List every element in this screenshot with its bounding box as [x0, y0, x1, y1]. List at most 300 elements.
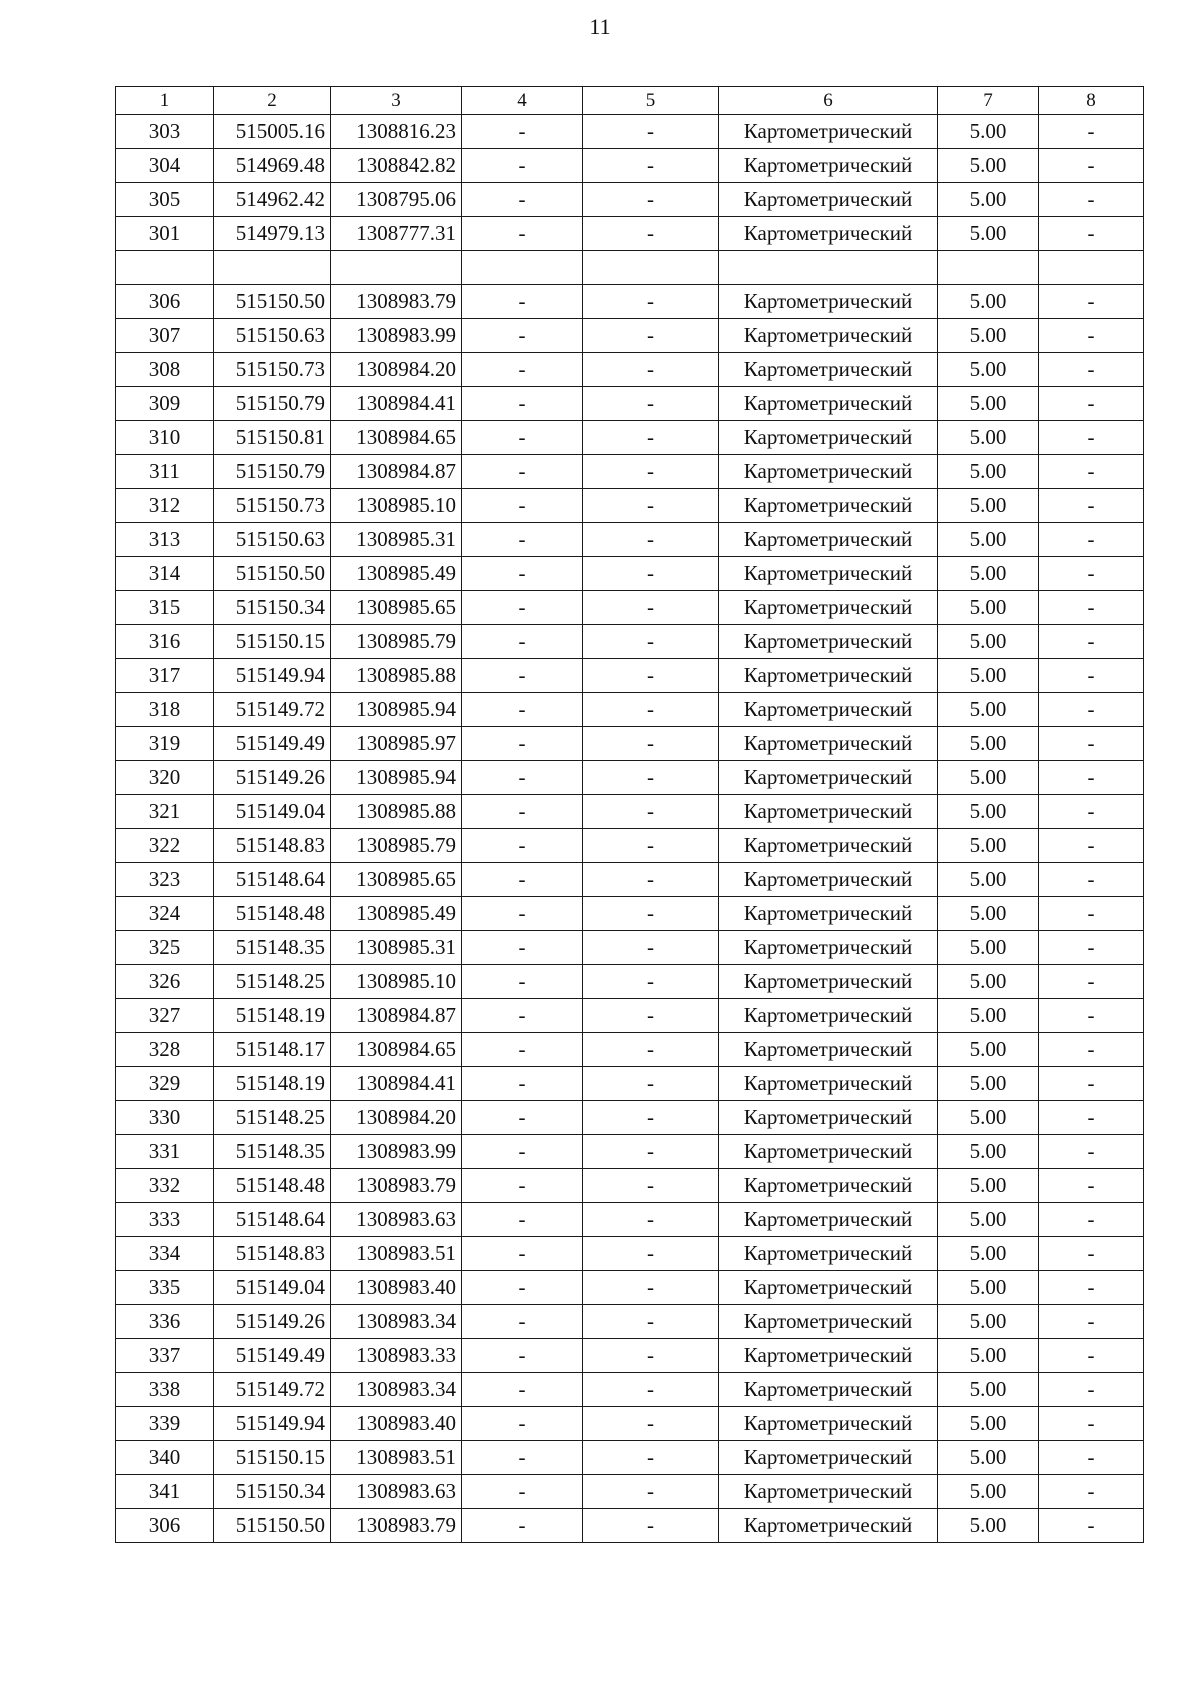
accuracy-cell: 5.00	[938, 863, 1039, 897]
x-coordinate-cell: 515150.50	[214, 1509, 331, 1543]
col-5-value-cell: -	[583, 1271, 719, 1305]
accuracy-cell	[938, 251, 1039, 285]
col-4-value-cell: -	[462, 761, 583, 795]
y-coordinate-cell: 1308983.99	[331, 319, 462, 353]
col-8-value-cell: -	[1039, 829, 1144, 863]
x-coordinate-cell: 515150.15	[214, 625, 331, 659]
table-row	[116, 1407, 1144, 1441]
x-coordinate-cell: 515150.79	[214, 455, 331, 489]
col-8-value-cell: -	[1039, 1067, 1144, 1101]
col-8-value-cell: -	[1039, 523, 1144, 557]
point-number-cell: 327	[116, 999, 214, 1033]
y-coordinate-cell: 1308985.10	[331, 489, 462, 523]
accuracy-cell: 5.00	[938, 1509, 1039, 1543]
y-coordinate-cell: 1308983.63	[331, 1475, 462, 1509]
col-8-value-cell: -	[1039, 625, 1144, 659]
table-row	[116, 1441, 1144, 1475]
accuracy-cell: 5.00	[938, 999, 1039, 1033]
col-4-value-cell: -	[462, 1305, 583, 1339]
col-4-value-cell: -	[462, 1067, 583, 1101]
table-row	[116, 1373, 1144, 1407]
accuracy-cell: 5.00	[938, 285, 1039, 319]
point-number-cell: 325	[116, 931, 214, 965]
table-row	[116, 523, 1144, 557]
accuracy-cell: 5.00	[938, 1271, 1039, 1305]
col-5-value-cell: -	[583, 421, 719, 455]
column-header-3: 3	[331, 87, 462, 115]
x-coordinate-cell: 515150.81	[214, 421, 331, 455]
method-cell: Картометрический	[719, 591, 938, 625]
col-4-value-cell: -	[462, 353, 583, 387]
col-4-value-cell: -	[462, 1373, 583, 1407]
y-coordinate-cell: 1308985.79	[331, 829, 462, 863]
method-cell: Картометрический	[719, 1305, 938, 1339]
col-5-value-cell: -	[583, 761, 719, 795]
point-number-cell: 332	[116, 1169, 214, 1203]
col-5-value-cell: -	[583, 183, 719, 217]
col-4-value-cell: -	[462, 1237, 583, 1271]
accuracy-cell: 5.00	[938, 625, 1039, 659]
point-number-cell: 305	[116, 183, 214, 217]
col-8-value-cell: -	[1039, 1441, 1144, 1475]
col-8-value-cell: -	[1039, 217, 1144, 251]
accuracy-cell: 5.00	[938, 1169, 1039, 1203]
column-header-5: 5	[583, 87, 719, 115]
x-coordinate-cell: 515150.73	[214, 353, 331, 387]
y-coordinate-cell: 1308983.34	[331, 1305, 462, 1339]
table-row	[116, 795, 1144, 829]
x-coordinate-cell: 514962.42	[214, 183, 331, 217]
y-coordinate-cell: 1308983.40	[331, 1407, 462, 1441]
table-row	[116, 183, 1144, 217]
y-coordinate-cell: 1308985.49	[331, 897, 462, 931]
col-4-value-cell: -	[462, 591, 583, 625]
col-5-value-cell: -	[583, 149, 719, 183]
column-header-7: 7	[938, 87, 1039, 115]
y-coordinate-cell: 1308984.41	[331, 1067, 462, 1101]
y-coordinate-cell: 1308983.79	[331, 1509, 462, 1543]
col-8-value-cell: -	[1039, 1101, 1144, 1135]
col-5-value-cell: -	[583, 455, 719, 489]
table-row	[116, 863, 1144, 897]
method-cell: Картометрический	[719, 1339, 938, 1373]
table-row	[116, 1305, 1144, 1339]
col-5-value-cell: -	[583, 115, 719, 149]
method-cell: Картометрический	[719, 523, 938, 557]
table-row	[116, 1033, 1144, 1067]
method-cell: Картометрический	[719, 999, 938, 1033]
col-4-value-cell: -	[462, 1441, 583, 1475]
y-coordinate-cell: 1308984.87	[331, 455, 462, 489]
col-8-value-cell: -	[1039, 795, 1144, 829]
x-coordinate-cell: 515150.79	[214, 387, 331, 421]
table-row	[116, 659, 1144, 693]
table-row	[116, 829, 1144, 863]
col-8-value-cell: -	[1039, 1475, 1144, 1509]
x-coordinate-cell: 515148.83	[214, 829, 331, 863]
x-coordinate-cell	[214, 251, 331, 285]
col-5-value-cell: -	[583, 829, 719, 863]
x-coordinate-cell: 515149.72	[214, 693, 331, 727]
col-5-value-cell: -	[583, 1033, 719, 1067]
accuracy-cell: 5.00	[938, 1203, 1039, 1237]
point-number-cell: 314	[116, 557, 214, 591]
accuracy-cell: 5.00	[938, 931, 1039, 965]
x-coordinate-cell: 514969.48	[214, 149, 331, 183]
col-8-value-cell: -	[1039, 1033, 1144, 1067]
coordinates-table	[115, 86, 1144, 1543]
y-coordinate-cell: 1308985.94	[331, 693, 462, 727]
point-number-cell: 337	[116, 1339, 214, 1373]
accuracy-cell: 5.00	[938, 489, 1039, 523]
col-5-value-cell: -	[583, 693, 719, 727]
x-coordinate-cell: 515149.49	[214, 727, 331, 761]
col-8-value-cell: -	[1039, 455, 1144, 489]
page-number: 11	[589, 14, 611, 39]
accuracy-cell: 5.00	[938, 421, 1039, 455]
accuracy-cell: 5.00	[938, 727, 1039, 761]
y-coordinate-cell: 1308985.65	[331, 863, 462, 897]
col-4-value-cell: -	[462, 795, 583, 829]
col-8-value-cell: -	[1039, 1373, 1144, 1407]
col-5-value-cell: -	[583, 1169, 719, 1203]
y-coordinate-cell: 1308984.20	[331, 353, 462, 387]
method-cell: Картометрический	[719, 217, 938, 251]
y-coordinate-cell: 1308985.79	[331, 625, 462, 659]
method-cell: Картометрический	[719, 1373, 938, 1407]
method-cell: Картометрический	[719, 319, 938, 353]
col-4-value-cell: -	[462, 557, 583, 591]
col-8-value-cell: -	[1039, 1203, 1144, 1237]
x-coordinate-cell: 515148.64	[214, 863, 331, 897]
col-8-value-cell: -	[1039, 591, 1144, 625]
accuracy-cell: 5.00	[938, 1475, 1039, 1509]
method-cell: Картометрический	[719, 761, 938, 795]
y-coordinate-cell: 1308984.65	[331, 421, 462, 455]
point-number-cell: 306	[116, 285, 214, 319]
col-8-value-cell: -	[1039, 1271, 1144, 1305]
col-8-value-cell: -	[1039, 1509, 1144, 1543]
point-number-cell: 328	[116, 1033, 214, 1067]
x-coordinate-cell: 515149.04	[214, 1271, 331, 1305]
col-4-value-cell: -	[462, 1203, 583, 1237]
col-4-value-cell: -	[462, 1101, 583, 1135]
method-cell: Картометрический	[719, 387, 938, 421]
point-number-cell: 336	[116, 1305, 214, 1339]
method-cell: Картометрический	[719, 897, 938, 931]
col-5-value-cell: -	[583, 557, 719, 591]
y-coordinate-cell: 1308985.88	[331, 795, 462, 829]
point-number-cell: 308	[116, 353, 214, 387]
col-5-value-cell: -	[583, 591, 719, 625]
accuracy-cell: 5.00	[938, 659, 1039, 693]
accuracy-cell: 5.00	[938, 693, 1039, 727]
col-8-value-cell: -	[1039, 149, 1144, 183]
point-number-cell: 333	[116, 1203, 214, 1237]
table-row	[116, 1135, 1144, 1169]
col-5-value-cell: -	[583, 863, 719, 897]
method-cell: Картометрический	[719, 829, 938, 863]
col-8-value-cell: -	[1039, 387, 1144, 421]
col-8-value-cell	[1039, 251, 1144, 285]
point-number-cell: 315	[116, 591, 214, 625]
col-4-value-cell: -	[462, 965, 583, 999]
y-coordinate-cell: 1308985.88	[331, 659, 462, 693]
method-cell: Картометрический	[719, 727, 938, 761]
method-cell: Картометрический	[719, 1203, 938, 1237]
point-number-cell: 338	[116, 1373, 214, 1407]
col-4-value-cell: -	[462, 523, 583, 557]
x-coordinate-cell: 515150.15	[214, 1441, 331, 1475]
accuracy-cell: 5.00	[938, 217, 1039, 251]
column-header-2: 2	[214, 87, 331, 115]
x-coordinate-cell: 515150.63	[214, 319, 331, 353]
col-5-value-cell: -	[583, 1509, 719, 1543]
y-coordinate-cell: 1308984.41	[331, 387, 462, 421]
table-row	[116, 693, 1144, 727]
y-coordinate-cell: 1308983.79	[331, 285, 462, 319]
table-row	[116, 999, 1144, 1033]
y-coordinate-cell: 1308983.79	[331, 1169, 462, 1203]
y-coordinate-cell: 1308795.06	[331, 183, 462, 217]
accuracy-cell: 5.00	[938, 1135, 1039, 1169]
col-4-value-cell: -	[462, 1033, 583, 1067]
col-5-value-cell: -	[583, 965, 719, 999]
col-4-value-cell: -	[462, 625, 583, 659]
method-cell: Картометрический	[719, 1169, 938, 1203]
col-5-value-cell: -	[583, 727, 719, 761]
accuracy-cell: 5.00	[938, 897, 1039, 931]
accuracy-cell: 5.00	[938, 1407, 1039, 1441]
point-number-cell: 310	[116, 421, 214, 455]
point-number-cell: 319	[116, 727, 214, 761]
column-header-4: 4	[462, 87, 583, 115]
table-row	[116, 387, 1144, 421]
col-4-value-cell: -	[462, 1169, 583, 1203]
col-8-value-cell: -	[1039, 1169, 1144, 1203]
y-coordinate-cell: 1308984.20	[331, 1101, 462, 1135]
col-8-value-cell: -	[1039, 727, 1144, 761]
accuracy-cell: 5.00	[938, 1033, 1039, 1067]
table-row	[116, 455, 1144, 489]
col-5-value-cell: -	[583, 1305, 719, 1339]
method-cell: Картометрический	[719, 1407, 938, 1441]
method-cell: Картометрический	[719, 625, 938, 659]
accuracy-cell: 5.00	[938, 319, 1039, 353]
point-number-cell: 339	[116, 1407, 214, 1441]
method-cell: Картометрический	[719, 931, 938, 965]
table-body	[116, 115, 1144, 1543]
point-number-cell: 329	[116, 1067, 214, 1101]
method-cell: Картометрический	[719, 285, 938, 319]
x-coordinate-cell: 515150.34	[214, 1475, 331, 1509]
col-8-value-cell: -	[1039, 489, 1144, 523]
col-5-value-cell: -	[583, 319, 719, 353]
y-coordinate-cell: 1308985.65	[331, 591, 462, 625]
table-row	[116, 931, 1144, 965]
accuracy-cell: 5.00	[938, 557, 1039, 591]
x-coordinate-cell: 515149.04	[214, 795, 331, 829]
x-coordinate-cell: 515149.94	[214, 1407, 331, 1441]
col-4-value-cell: -	[462, 1271, 583, 1305]
y-coordinate-cell: 1308983.34	[331, 1373, 462, 1407]
col-5-value-cell: -	[583, 1339, 719, 1373]
y-coordinate-cell: 1308842.82	[331, 149, 462, 183]
accuracy-cell: 5.00	[938, 591, 1039, 625]
col-5-value-cell: -	[583, 1067, 719, 1101]
table-row	[116, 897, 1144, 931]
accuracy-cell: 5.00	[938, 115, 1039, 149]
x-coordinate-cell: 515005.16	[214, 115, 331, 149]
x-coordinate-cell: 515148.19	[214, 999, 331, 1033]
point-number-cell: 306	[116, 1509, 214, 1543]
accuracy-cell: 5.00	[938, 1339, 1039, 1373]
point-number-cell: 313	[116, 523, 214, 557]
column-header-8: 8	[1039, 87, 1144, 115]
table-row	[116, 251, 1144, 285]
col-4-value-cell: -	[462, 693, 583, 727]
y-coordinate-cell: 1308985.97	[331, 727, 462, 761]
col-4-value-cell: -	[462, 149, 583, 183]
x-coordinate-cell: 515148.64	[214, 1203, 331, 1237]
col-8-value-cell: -	[1039, 1305, 1144, 1339]
accuracy-cell: 5.00	[938, 761, 1039, 795]
point-number-cell: 318	[116, 693, 214, 727]
method-cell: Картометрический	[719, 489, 938, 523]
y-coordinate-cell	[331, 251, 462, 285]
col-4-value-cell: -	[462, 183, 583, 217]
col-5-value-cell: -	[583, 217, 719, 251]
point-number-cell	[116, 251, 214, 285]
accuracy-cell: 5.00	[938, 829, 1039, 863]
point-number-cell: 303	[116, 115, 214, 149]
col-8-value-cell: -	[1039, 319, 1144, 353]
x-coordinate-cell: 515148.83	[214, 1237, 331, 1271]
table-row	[116, 1169, 1144, 1203]
point-number-cell: 321	[116, 795, 214, 829]
point-number-cell: 323	[116, 863, 214, 897]
table-row	[116, 1203, 1144, 1237]
x-coordinate-cell: 515150.34	[214, 591, 331, 625]
method-cell: Картометрический	[719, 965, 938, 999]
y-coordinate-cell: 1308816.23	[331, 115, 462, 149]
col-8-value-cell: -	[1039, 285, 1144, 319]
table-row	[116, 115, 1144, 149]
table-row	[116, 149, 1144, 183]
table-row	[116, 489, 1144, 523]
col-8-value-cell: -	[1039, 897, 1144, 931]
x-coordinate-cell: 515148.35	[214, 931, 331, 965]
method-cell: Картометрический	[719, 693, 938, 727]
point-number-cell: 301	[116, 217, 214, 251]
col-4-value-cell: -	[462, 829, 583, 863]
col-8-value-cell: -	[1039, 421, 1144, 455]
accuracy-cell: 5.00	[938, 523, 1039, 557]
col-4-value-cell: -	[462, 1475, 583, 1509]
accuracy-cell: 5.00	[938, 795, 1039, 829]
col-5-value-cell: -	[583, 1373, 719, 1407]
table-row	[116, 1237, 1144, 1271]
column-header-6: 6	[719, 87, 938, 115]
y-coordinate-cell: 1308983.51	[331, 1237, 462, 1271]
x-coordinate-cell: 515150.63	[214, 523, 331, 557]
accuracy-cell: 5.00	[938, 1441, 1039, 1475]
y-coordinate-cell: 1308985.10	[331, 965, 462, 999]
col-4-value-cell: -	[462, 659, 583, 693]
point-number-cell: 340	[116, 1441, 214, 1475]
col-8-value-cell: -	[1039, 965, 1144, 999]
col-8-value-cell: -	[1039, 1407, 1144, 1441]
col-4-value-cell: -	[462, 897, 583, 931]
accuracy-cell: 5.00	[938, 1237, 1039, 1271]
point-number-cell: 330	[116, 1101, 214, 1135]
col-4-value-cell: -	[462, 285, 583, 319]
col-4-value-cell: -	[462, 863, 583, 897]
method-cell: Картометрический	[719, 1101, 938, 1135]
method-cell: Картометрический	[719, 795, 938, 829]
accuracy-cell: 5.00	[938, 353, 1039, 387]
method-cell: Картометрический	[719, 863, 938, 897]
col-4-value-cell: -	[462, 319, 583, 353]
x-coordinate-cell: 515149.72	[214, 1373, 331, 1407]
table-row	[116, 1475, 1144, 1509]
method-cell: Картометрический	[719, 421, 938, 455]
point-number-cell: 322	[116, 829, 214, 863]
y-coordinate-cell: 1308985.31	[331, 931, 462, 965]
x-coordinate-cell: 515150.50	[214, 285, 331, 319]
method-cell: Картометрический	[719, 557, 938, 591]
point-number-cell: 307	[116, 319, 214, 353]
table-row	[116, 285, 1144, 319]
y-coordinate-cell: 1308985.94	[331, 761, 462, 795]
y-coordinate-cell: 1308983.99	[331, 1135, 462, 1169]
col-5-value-cell: -	[583, 387, 719, 421]
col-8-value-cell: -	[1039, 1237, 1144, 1271]
table-row	[116, 217, 1144, 251]
method-cell: Картометрический	[719, 1475, 938, 1509]
col-4-value-cell: -	[462, 387, 583, 421]
table-row	[116, 965, 1144, 999]
x-coordinate-cell: 515149.26	[214, 761, 331, 795]
table-row	[116, 1271, 1144, 1305]
col-5-value-cell: -	[583, 1101, 719, 1135]
table-row	[116, 319, 1144, 353]
x-coordinate-cell: 514979.13	[214, 217, 331, 251]
method-cell: Картометрический	[719, 1441, 938, 1475]
accuracy-cell: 5.00	[938, 455, 1039, 489]
col-5-value-cell: -	[583, 931, 719, 965]
point-number-cell: 334	[116, 1237, 214, 1271]
col-8-value-cell: -	[1039, 1339, 1144, 1373]
method-cell	[719, 251, 938, 285]
method-cell: Картометрический	[719, 353, 938, 387]
point-number-cell: 331	[116, 1135, 214, 1169]
col-4-value-cell: -	[462, 1509, 583, 1543]
col-8-value-cell: -	[1039, 693, 1144, 727]
y-coordinate-cell: 1308985.49	[331, 557, 462, 591]
col-5-value-cell: -	[583, 999, 719, 1033]
col-8-value-cell: -	[1039, 115, 1144, 149]
col-4-value-cell: -	[462, 1407, 583, 1441]
table-row	[116, 1101, 1144, 1135]
x-coordinate-cell: 515148.17	[214, 1033, 331, 1067]
col-4-value-cell: -	[462, 421, 583, 455]
col-5-value-cell: -	[583, 285, 719, 319]
point-number-cell: 311	[116, 455, 214, 489]
table-row	[116, 421, 1144, 455]
table-row	[116, 761, 1144, 795]
method-cell: Картометрический	[719, 1067, 938, 1101]
